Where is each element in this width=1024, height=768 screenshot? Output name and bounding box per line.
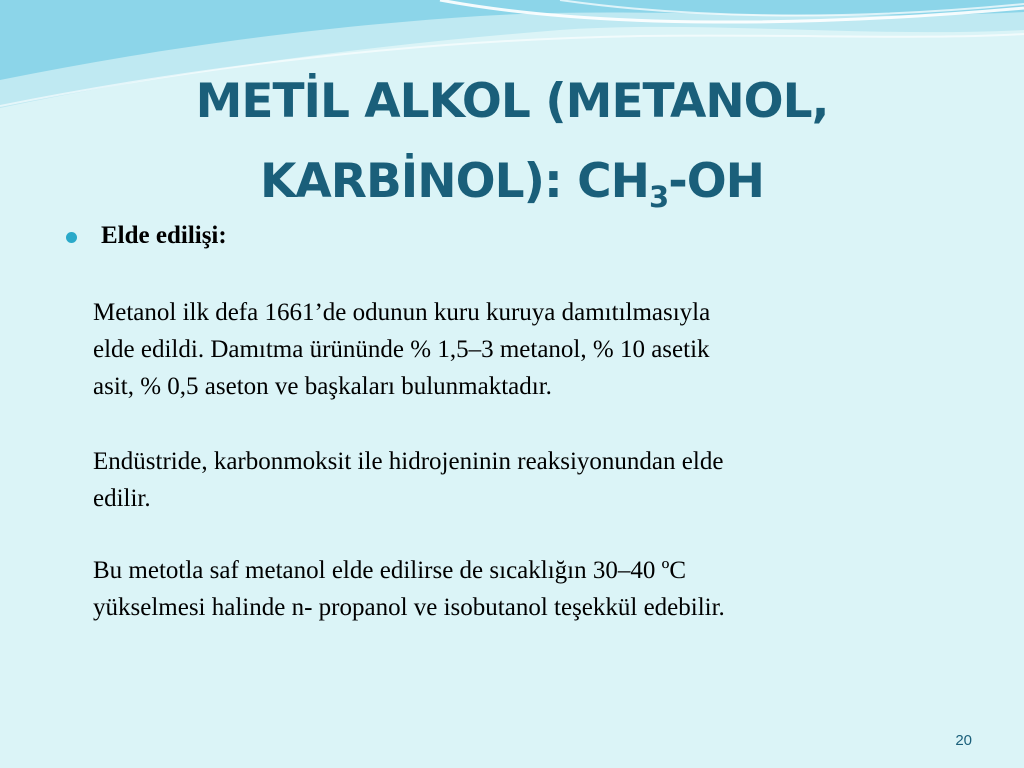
paragraph-3: [93, 552, 993, 626]
title-line-2: [60, 142, 964, 222]
paragraph-line: Endüstride, karbonmoksit ile hidrojeninin reaksiyonundan elde: [93, 448, 724, 475]
paragraph-line: yükselmesi halinde n- propanol ve isobutanol teşekkül edebilir.: [93, 594, 725, 621]
paragraph-1: [93, 294, 993, 405]
bullet-dot-icon: [66, 232, 77, 243]
slide-title: [60, 62, 964, 222]
paragraph-line: elde edildi. Damıtma ürününde % 1,5–3 metanol, % 10 asetik: [93, 336, 710, 363]
bullet-heading: Elde edilişi:: [101, 222, 227, 249]
paragraph-line: Bu metotla saf metanol elde edilirse de sıcaklığın 30–40 ºC: [93, 557, 687, 584]
page-number: 20: [955, 732, 972, 749]
title-line-2-text: KARBİNOL): CH: [260, 154, 650, 209]
title-subscript: 3: [649, 180, 669, 214]
paragraph-line: asit, % 0,5 aseton ve başkaları bulunmaktadır.: [93, 373, 552, 400]
title-line-1: METİL ALKOL (METANOL,: [195, 74, 829, 129]
title-line-2-suffix: -OH: [668, 154, 764, 209]
paragraph-line: edilir.: [93, 485, 151, 512]
paragraph-line: Metanol ilk defa 1661’de odunun kuru kuruya damıtılmasıyla: [93, 299, 711, 326]
bullet-item: [66, 222, 227, 250]
paragraph-2: [93, 443, 993, 517]
